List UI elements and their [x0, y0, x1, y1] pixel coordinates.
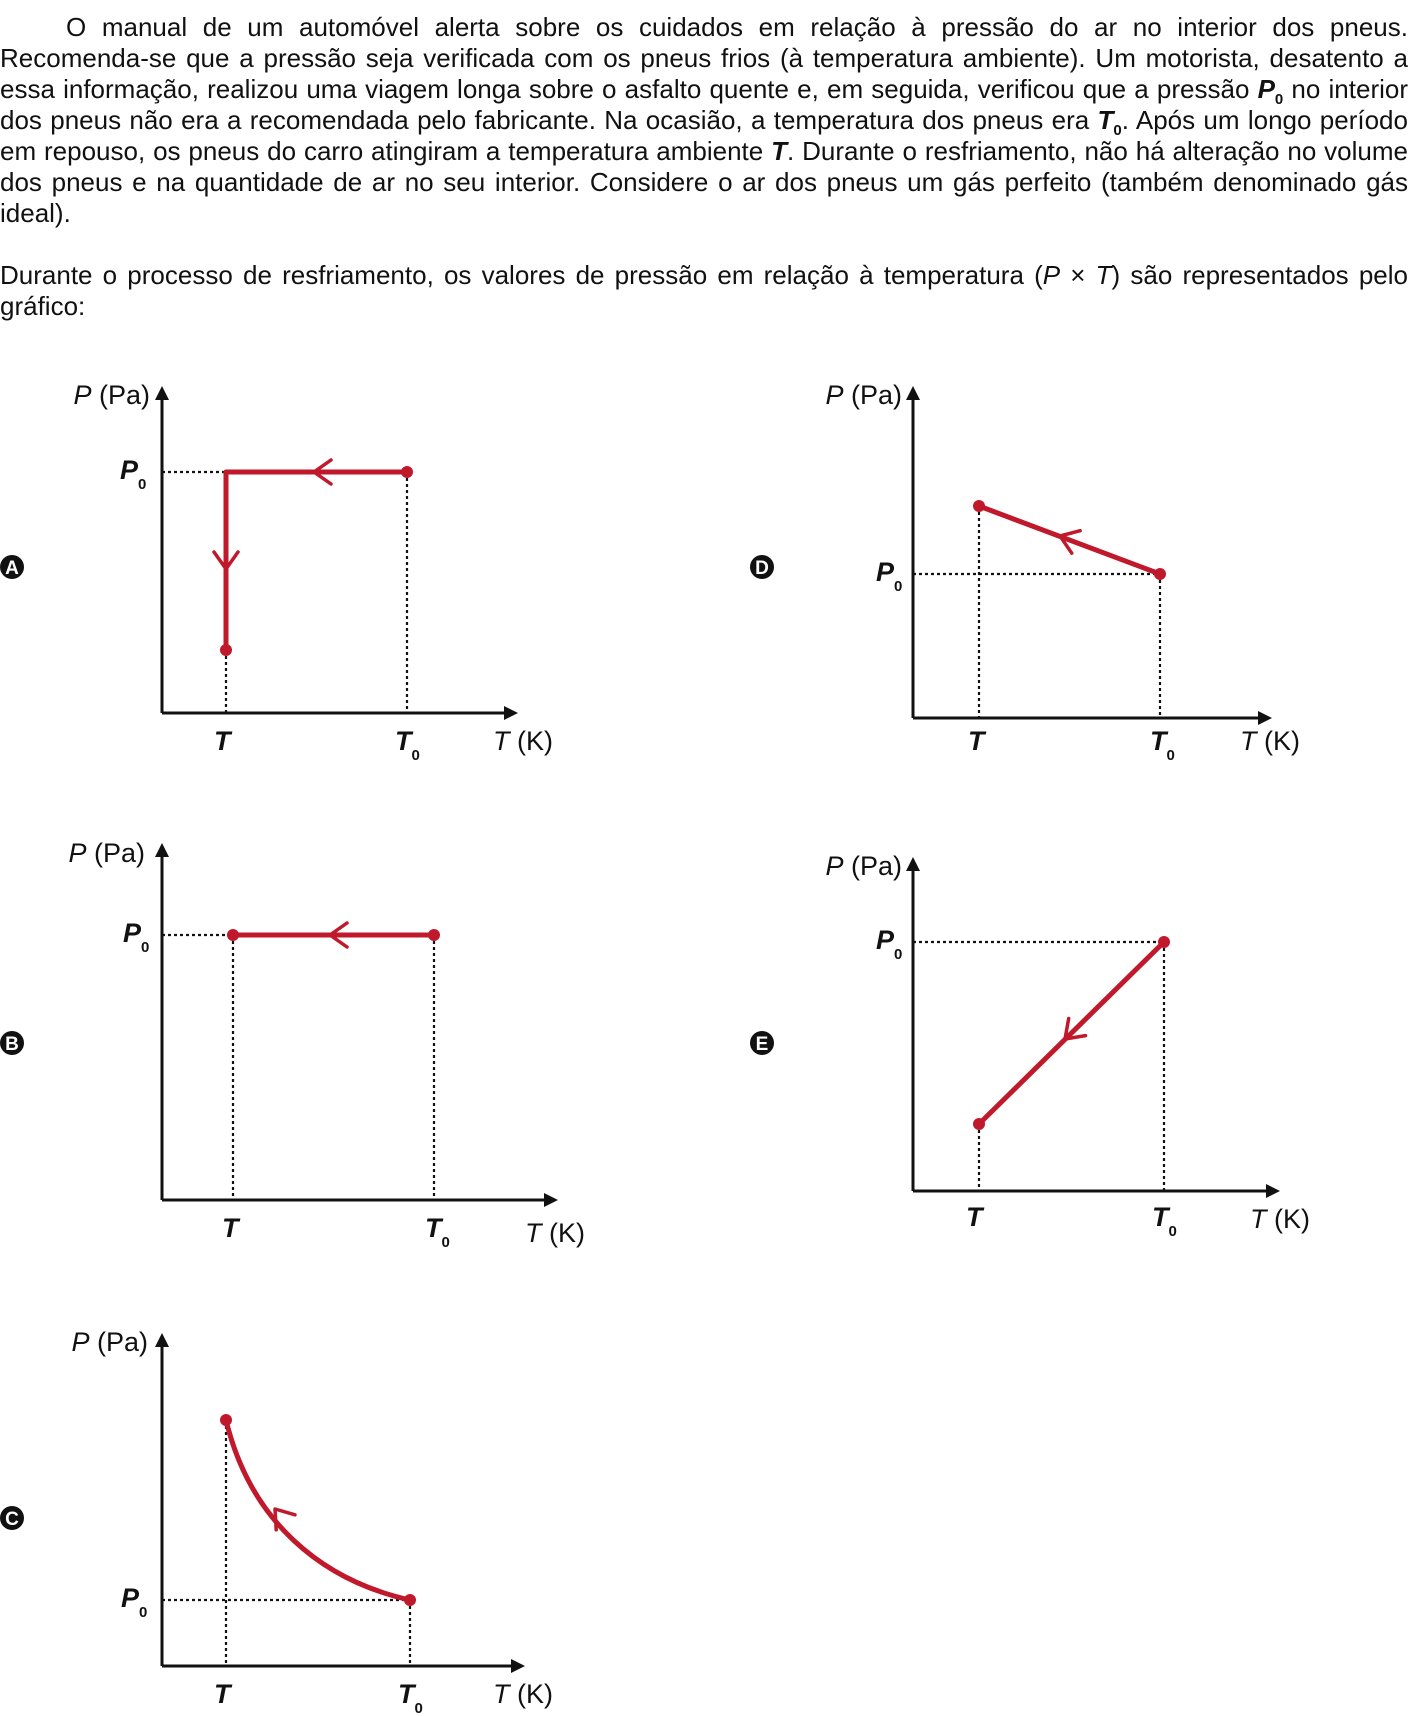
- text-run: no interior dos pneus não era a recomendada pelo fabricante. Na ocasião, a temperatura dos pneus era: [0, 74, 1408, 135]
- y-axis-unit: (Pa): [89, 1327, 148, 1357]
- p0-subscript: 0: [894, 946, 903, 963]
- start-point: [401, 466, 413, 478]
- text-run: T: [1095, 260, 1112, 290]
- y-axis-unit: (Pa): [843, 851, 902, 881]
- x-axis-unit: (K): [1266, 1204, 1310, 1234]
- text-run: T: [1097, 105, 1114, 135]
- text-run: 0: [1113, 122, 1122, 139]
- x-axis-symbol: T: [525, 1218, 542, 1248]
- t0-tick-label: [395, 726, 420, 764]
- t-tick-label: [214, 1679, 233, 1709]
- t0-symbol: T: [398, 1679, 415, 1709]
- text-run: ×: [1060, 260, 1096, 290]
- p0-subscript: 0: [894, 578, 903, 595]
- option-letter: A: [5, 558, 19, 579]
- y-axis-symbol: P: [71, 1327, 90, 1357]
- y-axis-arrow-icon: [906, 857, 920, 871]
- x-axis-unit: (K): [509, 1679, 553, 1709]
- p0-subscript: 0: [139, 1604, 148, 1621]
- t-symbol: T: [214, 1679, 231, 1709]
- graph-option-d: [750, 380, 1300, 764]
- p0-symbol: P: [121, 1583, 140, 1613]
- t-symbol: T: [214, 726, 231, 756]
- t0-symbol: T: [1150, 726, 1167, 756]
- x-axis-label: [1250, 1204, 1310, 1234]
- process-path: [979, 942, 1164, 1124]
- start-point: [1154, 568, 1166, 580]
- p0-symbol: P: [876, 925, 895, 955]
- t0-tick-label: [398, 1679, 423, 1716]
- t0-subscript: 0: [441, 1234, 450, 1251]
- text-run: O manual de um automóvel alerta sobre os cuidados em relação à pressão do ar no interior dos pneus. Recomenda-se que a pressão seja verificada com os pneus frios (à temperatura ambiente). Um motorista, desatento a essa informação, realizou uma viagem longa sobre o asfalto quente e, em seguida, verificou que a pressão: [0, 12, 1408, 104]
- text-run: . Após um longo período em repouso, os pneus do carro atingiram a temperatura ambiente: [0, 105, 1408, 166]
- t0-subscript: 0: [1166, 747, 1175, 764]
- t0-symbol: T: [395, 726, 412, 756]
- y-axis-symbol: P: [825, 851, 844, 881]
- t-symbol: T: [222, 1213, 239, 1243]
- option-letter: B: [5, 1034, 19, 1055]
- end-point: [220, 644, 232, 656]
- y-axis-label: [68, 838, 145, 868]
- y-axis-arrow-icon: [155, 843, 169, 857]
- x-axis-arrow-icon: [1258, 711, 1272, 725]
- t0-subscript: 0: [411, 747, 420, 764]
- x-axis-label: [1240, 726, 1300, 756]
- x-axis-arrow-icon: [1266, 1184, 1280, 1198]
- p0-tick-label: [876, 557, 902, 595]
- t0-tick-label: [1152, 1202, 1177, 1240]
- t0-symbol: T: [425, 1213, 442, 1243]
- x-axis-unit: (K): [541, 1218, 585, 1248]
- end-point: [220, 1414, 232, 1426]
- graph-option-a: [0, 380, 553, 764]
- text-run: . Durante o resfriamento, não há alteração no volume dos pneus e na quantidade de ar no seu interior. Considere o ar dos pneus um gás perfeito (também denominado gás ideal).: [0, 136, 1409, 228]
- x-axis-label: [525, 1218, 585, 1248]
- option-letter: C: [5, 1509, 19, 1530]
- graph-option-e: [750, 851, 1310, 1240]
- t0-symbol: T: [1152, 1202, 1169, 1232]
- start-point: [428, 929, 440, 941]
- y-axis-label: [71, 1327, 148, 1357]
- y-axis-arrow-icon: [155, 386, 169, 400]
- y-axis-label: [825, 851, 902, 881]
- y-axis-unit: (Pa): [843, 380, 902, 410]
- p0-subscript: 0: [141, 939, 150, 956]
- x-axis-unit: (K): [1256, 726, 1300, 756]
- t-symbol: T: [968, 726, 985, 756]
- p0-symbol: P: [120, 455, 139, 485]
- x-axis-unit: (K): [509, 726, 553, 756]
- process-path: [226, 472, 407, 650]
- t0-subscript: 0: [414, 1700, 423, 1716]
- start-point: [404, 1594, 416, 1606]
- text-run: T: [771, 136, 788, 166]
- t0-tick-label: [425, 1213, 450, 1251]
- x-axis-symbol: T: [493, 1679, 510, 1709]
- text-run: P: [1042, 260, 1061, 290]
- text-run: Durante o processo de resfriamento, os valores de pressão em relação à temperatura (: [0, 260, 1043, 290]
- x-axis-arrow-icon: [544, 1193, 558, 1207]
- x-axis-arrow-icon: [504, 706, 518, 720]
- y-axis-label: [73, 380, 150, 410]
- graph-option-b: [0, 838, 585, 1251]
- option-letter: E: [755, 1034, 769, 1055]
- text-run: P: [1257, 74, 1275, 104]
- x-axis-symbol: T: [1250, 1204, 1267, 1234]
- y-axis-unit: (Pa): [91, 380, 150, 410]
- t-tick-label: [222, 1213, 241, 1243]
- p0-tick-label: [123, 918, 149, 956]
- graph-option-c: [0, 1327, 553, 1716]
- end-point: [973, 500, 985, 512]
- x-axis-symbol: T: [1240, 726, 1257, 756]
- y-axis-arrow-icon: [906, 386, 920, 400]
- t-tick-label: [966, 1202, 985, 1232]
- t0-tick-label: [1150, 726, 1175, 764]
- p0-tick-label: [121, 1583, 147, 1621]
- y-axis-label: [825, 380, 902, 410]
- process-path: [979, 506, 1160, 574]
- p0-tick-label: [876, 925, 902, 963]
- x-axis-label: [493, 726, 553, 756]
- y-axis-symbol: P: [73, 380, 92, 410]
- p0-subscript: 0: [138, 476, 147, 493]
- x-axis-symbol: T: [493, 726, 510, 756]
- text-run: ) são representados pelo gráfico:: [0, 260, 1409, 321]
- y-axis-symbol: P: [68, 838, 87, 868]
- x-axis-arrow-icon: [511, 1659, 525, 1673]
- text-run: 0: [1274, 91, 1284, 108]
- option-letter: D: [755, 558, 769, 579]
- y-axis-unit: (Pa): [86, 838, 145, 868]
- p0-symbol: P: [876, 557, 895, 587]
- end-point: [973, 1118, 985, 1130]
- process-path: [226, 1420, 410, 1600]
- end-point: [227, 929, 239, 941]
- y-axis-symbol: P: [825, 380, 844, 410]
- t-symbol: T: [966, 1202, 983, 1232]
- y-axis-arrow-icon: [155, 1333, 169, 1347]
- t0-subscript: 0: [1168, 1223, 1177, 1240]
- p0-tick-label: [120, 455, 146, 493]
- start-point: [1158, 936, 1170, 948]
- p0-symbol: P: [123, 918, 142, 948]
- t-tick-label: [968, 726, 987, 756]
- t-tick-label: [214, 726, 233, 756]
- x-axis-label: [493, 1679, 553, 1709]
